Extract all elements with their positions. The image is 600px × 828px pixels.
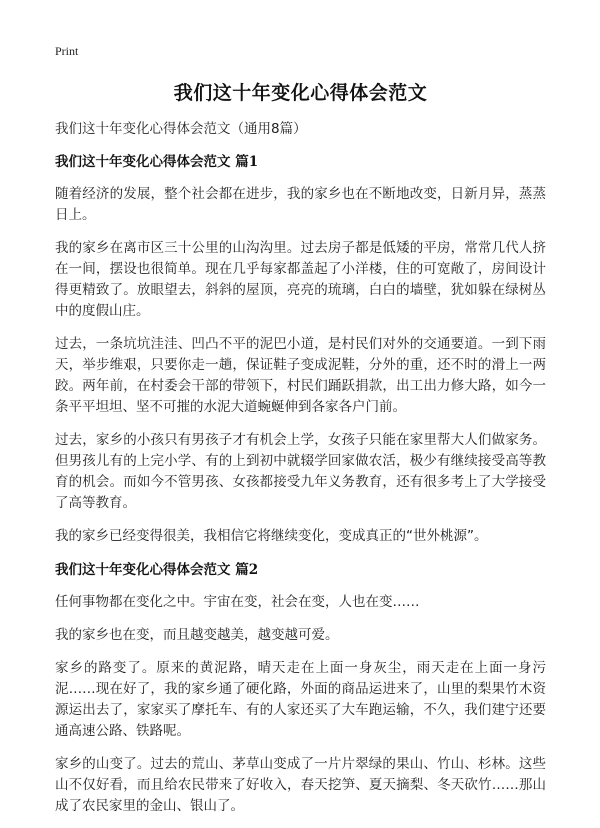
section-2-paragraph-1: 任何事物都在变化之中。宇宙在变，社会在变，人也在变…… — [55, 594, 420, 610]
print-link[interactable]: Print — [55, 44, 79, 58]
section-2-heading: 我们这十年变化心得体会范文 篇2 — [55, 562, 259, 578]
section-1-paragraph-3: 过去，一条坑坑洼洼、凹凸不平的泥巴小道，是村民们对外的交通要道。一到下雨天，举步维艰，只要你走一趟，保证鞋子变成泥鞋，分外的重，还不时的滑上一两跤。两年前，在村委会干部的带领下，村民们踊跃捐款，出工出力修大路，如今一条平平坦坦、坚不可摧的水泥大道蜿蜒伸到各家各户门前。 — [55, 336, 546, 415]
section-2 — [55, 560, 546, 817]
section-2-paragraph-3: 家乡的路变了。原来的黄泥路，晴天走在上面一身灰尘，雨天走在上面一身污泥……现在好了，我的家乡通了硬化路，外面的商品运进来了，山里的梨果竹木资源运出去了，家家买了摩托车、有的人家还买了大车跑运输，不久，我们建宁还要通高速公路、铁路呢。 — [55, 660, 546, 739]
section-2-paragraph-4: 家乡的山变了。过去的荒山、茅草山变成了一片片翠绿的果山、竹山、杉林。这些山不仅好看，而且给农民带来了好收入，春天挖笋、夏天摘梨、冬天砍竹……那山成了农民家里的金山、银山了。 — [55, 756, 546, 814]
section-1-paragraph-2: 我的家乡在离市区三十公里的山沟沟里。过去房子都是低矮的平房，常常几代人挤在一间，摆设也很简单。现在几乎每家都盖起了小洋楼，住的可宽敞了，房间设计得更精致了。放眼望去，斜斜的屋顶，亮亮的琉璃，白白的墙壁，犹如躲在绿树丛中的度假山庄。 — [55, 240, 546, 319]
section-1-paragraph-5: 我的家乡已经变得很美，我相信它将继续变化，变成真正的“世外桃源”。 — [55, 528, 488, 544]
document-title: 我们这十年变化心得体会范文 — [173, 82, 428, 104]
document-subtitle: 我们这十年变化心得体会范文（通用8篇） — [55, 121, 307, 137]
section-1-paragraph-1: 随着经济的发展，整个社会都在进步，我的家乡也在不断地改变，日新月异，蒸蒸日上。 — [55, 186, 546, 223]
section-1 — [55, 152, 546, 547]
section-1-heading: 我们这十年变化心得体会范文 篇1 — [55, 154, 259, 170]
section-2-paragraph-2: 我的家乡也在变，而且越变越美，越变越可爱。 — [55, 627, 339, 643]
section-1-paragraph-4: 过去，家乡的小孩只有男孩子才有机会上学，女孩子只能在家里帮大人们做家务。但男孩儿有的上完小学、有的上到初中就辍学回家做农活，极少有继续接受高等教育的机会。而如今不管男孩、女孩都接受九年义务教育，还有很多考上了大学接受了高等教育。 — [55, 432, 546, 511]
